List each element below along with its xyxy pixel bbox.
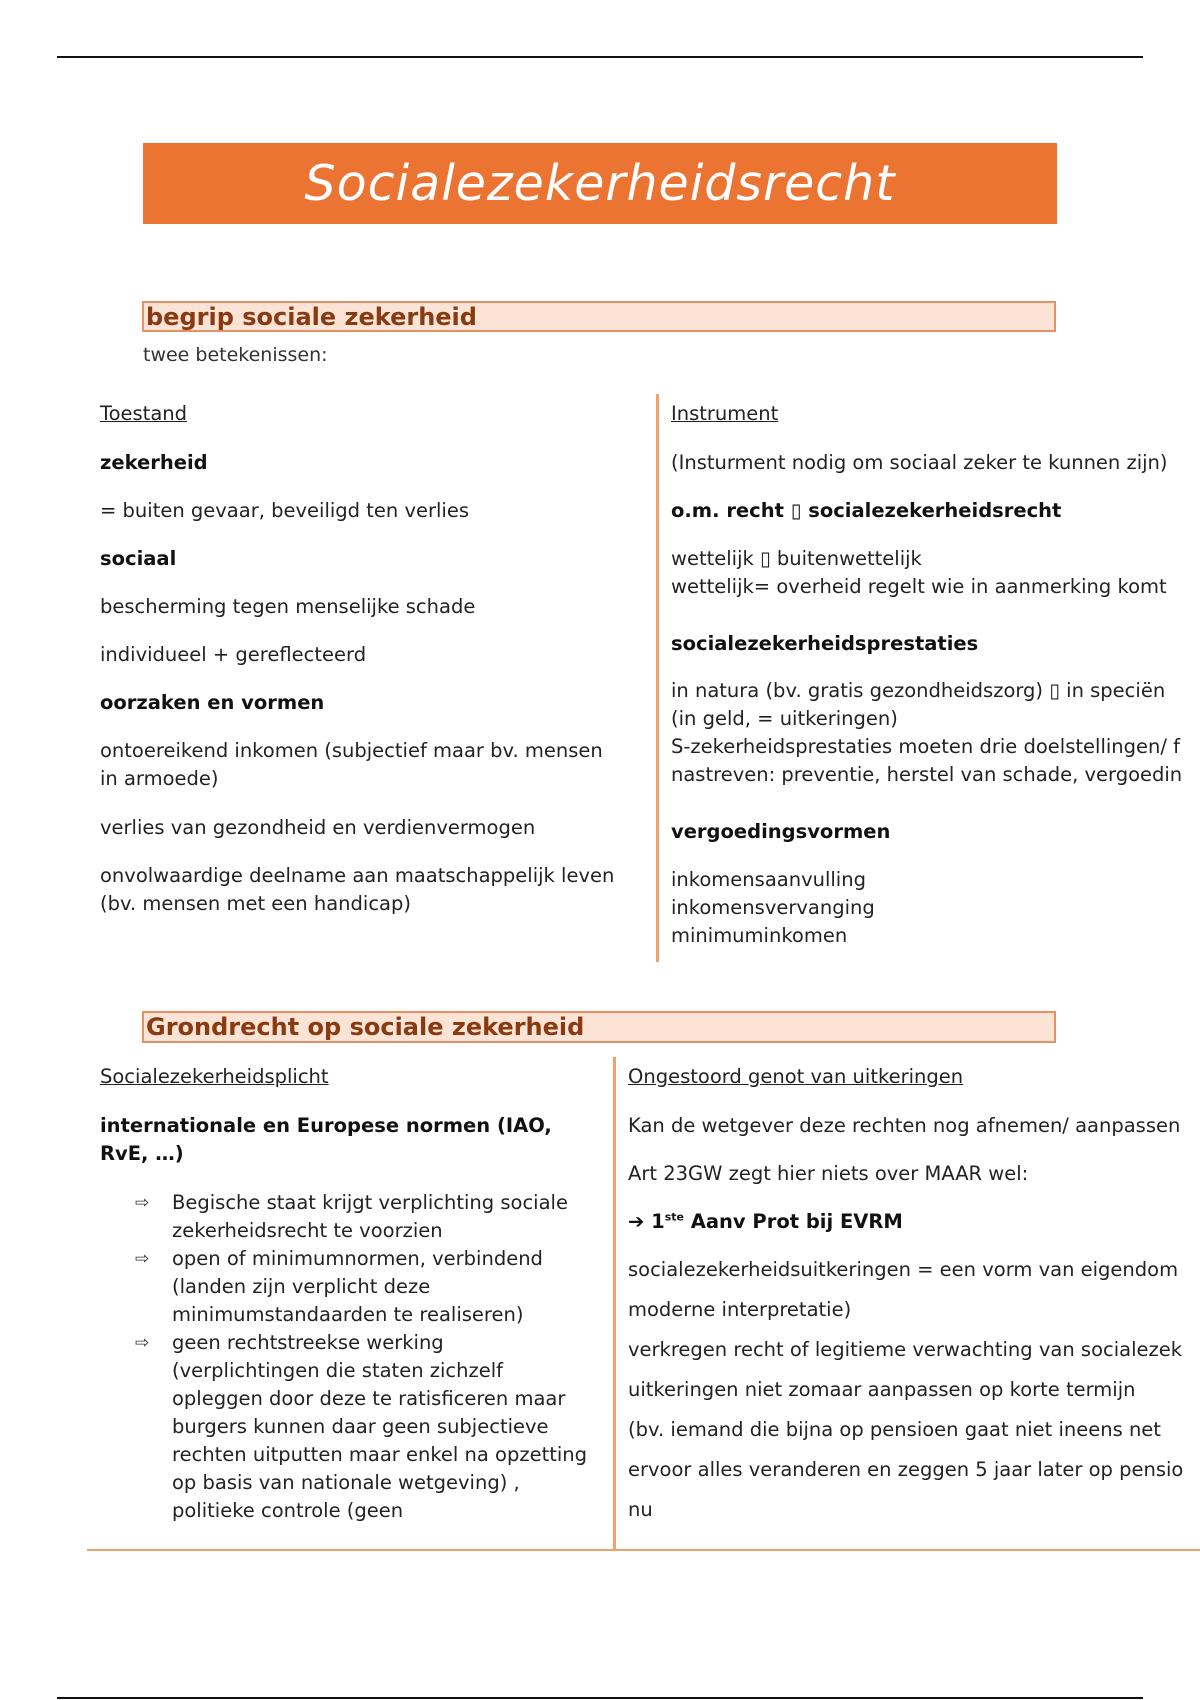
- term-label: internationale en Europese normen (IAO,: [100, 1114, 552, 1137]
- paragraph: wettelijk ▯ buitenwettelijk: [671, 547, 922, 570]
- paragraph: Kan de wetgever deze rechten nog afnemen/ aanpassen: [628, 1114, 1181, 1137]
- title-banner: [143, 143, 1057, 224]
- paragraph: (bv. mensen met een handicap): [100, 892, 411, 915]
- definition: = buiten gevaar, beveiligd ten verlies: [100, 499, 469, 522]
- paragraph: Art 23GW zegt hier niets over MAAR wel:: [628, 1162, 1029, 1185]
- protocol-text: Aanv Prot bij EVRM: [684, 1210, 903, 1233]
- paragraph: (bv. iemand die bijna op pensioen gaat niet ineens net: [628, 1418, 1161, 1441]
- arrow-icon: ⇨: [135, 1333, 150, 1353]
- paragraph: verlies van gezondheid en verdienvermogen: [100, 816, 536, 839]
- paragraph: (Insturment nodig om sociaal zeker te kunnen zijn): [671, 451, 1168, 474]
- paragraph: verkregen recht of legitieme verwachting van socialezek: [628, 1338, 1183, 1361]
- bottom-rule: [57, 1697, 1143, 1699]
- paragraph: (in geld, = uitkeringen): [671, 707, 898, 730]
- arrow-icon: ➔: [628, 1210, 645, 1233]
- list-item: minimuminkomen: [671, 924, 848, 947]
- top-rule: [57, 56, 1143, 58]
- paragraph: socialezekerheidsuitkeringen = een vorm van eigendom: [628, 1258, 1179, 1281]
- paragraph: ervoor alles veranderen en zeggen 5 jaar later op pensio: [628, 1458, 1184, 1481]
- term-label: sociaal: [100, 547, 177, 570]
- paragraph: in natura (bv. gratis gezondheidszorg) ▯ in speciën: [671, 679, 1166, 702]
- paragraph: onvolwaardige deelname aan maatschappelijk leven: [100, 864, 615, 887]
- column-title: Ongestoord genot van uitkeringen: [628, 1065, 964, 1088]
- column-divider: [613, 1057, 616, 1551]
- section-heading-begrip: begrip sociale zekerheid: [142, 301, 1056, 332]
- column-title: Socialezekerheidsplicht: [100, 1065, 329, 1088]
- bullet-text: geen rechtstreekse werking (verplichtingen die staten zichzelf opleggen door deze te ratisficeren maar burgers kunnen daar geen subjectieve rechten uitputten maar enkel na opzetting op basis van nationale wetgeving) , politieke controle (geen: [172, 1331, 588, 1522]
- section-heading-grondrecht: Grondrecht op sociale zekerheid: [142, 1011, 1056, 1043]
- column-title: Toestand: [100, 402, 188, 425]
- column-divider: [656, 394, 659, 962]
- paragraph: uitkeringen niet zomaar aanpassen op korte termijn: [628, 1378, 1136, 1401]
- term-label: socialezekerheidsprestaties: [671, 632, 979, 655]
- arrow-icon: ⇨: [135, 1249, 150, 1269]
- paragraph: wettelijk= overheid regelt wie in aanmerking komt: [671, 575, 1167, 598]
- protocol-number: 1: [651, 1210, 665, 1233]
- term-label: zekerheid: [100, 451, 208, 474]
- protocol-suffix: ste: [664, 1210, 684, 1224]
- page-title: Socialezekerheidsrecht: [304, 155, 896, 212]
- paragraph: S-zekerheidsprestaties moeten drie doelstellingen/ f: [671, 735, 1180, 758]
- arrow-icon: ⇨: [135, 1193, 150, 1213]
- term-label: vergoedingsvormen: [671, 820, 891, 843]
- paragraph: nu: [628, 1498, 653, 1521]
- term-label: oorzaken en vormen: [100, 691, 325, 714]
- section-bottom-rule: [87, 1549, 1200, 1551]
- protocol-reference: [628, 1208, 903, 1236]
- right-column-instrument: [671, 400, 1200, 960]
- paragraph: nastreven: preventie, herstel van schade, vergoedin: [671, 763, 1183, 786]
- bullet-text: open of minimumnormen, verbindend (landen zijn verplicht deze minimumstandaarden te realiseren): [172, 1247, 543, 1326]
- section-intro: twee betekenissen:: [143, 344, 328, 366]
- paragraph: bescherming tegen menselijke schade: [100, 595, 476, 618]
- paragraph: ontoereikend inkomen (subjectief maar bv. mensen: [100, 739, 603, 762]
- right-column-genot: [628, 1063, 1200, 1543]
- paragraph: moderne interpretatie): [628, 1298, 852, 1321]
- paragraph: in armoede): [100, 767, 219, 790]
- term-label: o.m. recht ▯ socialezekerheidsrecht: [671, 499, 1062, 522]
- list-item: inkomensaanvulling: [671, 868, 866, 891]
- column-title: Instrument: [671, 402, 779, 425]
- list-item: inkomensvervanging: [671, 896, 875, 919]
- paragraph: individueel + gereflecteerd: [100, 643, 367, 666]
- bullet-text: Begische staat krijgt verplichting sociale zekerheidsrecht te voorzien: [172, 1191, 568, 1242]
- term-label: RvE, …): [100, 1142, 184, 1165]
